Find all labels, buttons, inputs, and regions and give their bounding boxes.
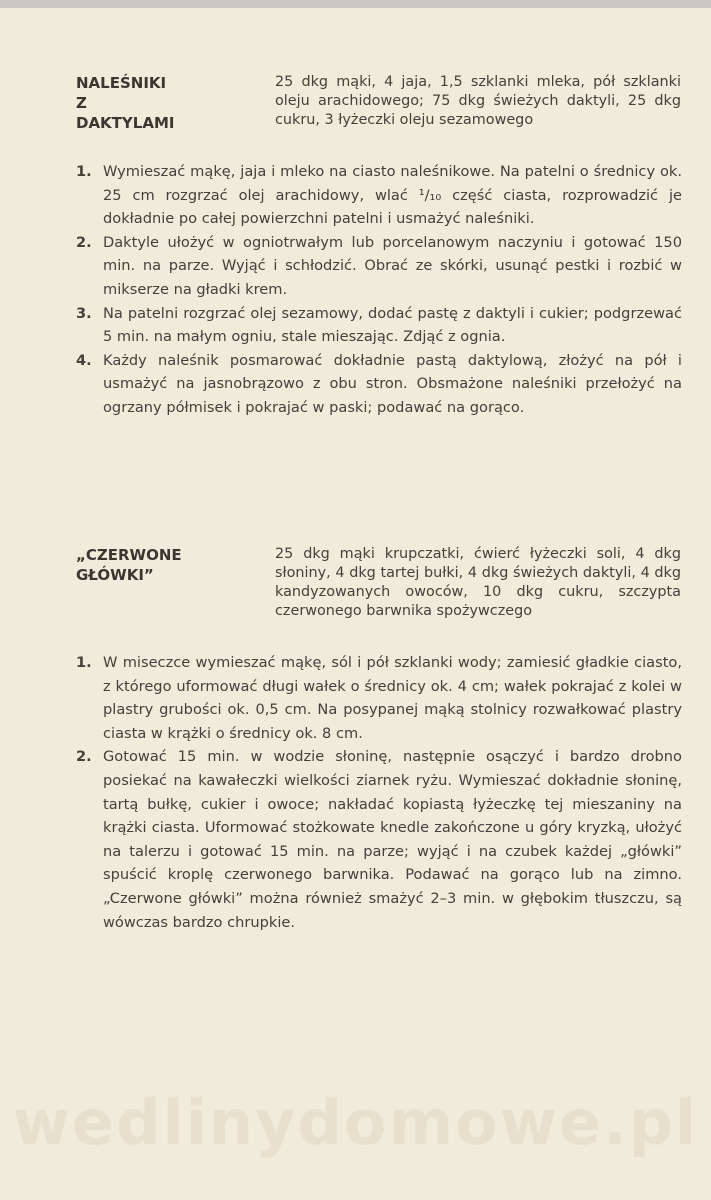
ingredients-list: 25 dkg mąki, 4 jaja, 1,5 szklanki mleka, pół szklanki oleju arachidowego; 75 dkg świeżych daktyli, 25 dkg cukru, 3 łyżeczki oleju sezamowego [275,74,681,128]
step-item [76,745,682,934]
ingredients-list: 25 dkg mąki krupczatki, ćwierć łyżeczki soli, 4 dkg słoniny, 4 dkg tartej bułki, 4 dkg świeżych daktyli, 4 dkg kandyzowanych owoców, 10 dkg cukru, szczypta czerwonego barwnika spożywczego [275,546,681,619]
step-text: Każdy naleśnik posmarować dokładnie pastą daktylową, złożyć na pół i usmażyć na jasnobrązowo z obu stron. Obsmażone naleśniki przełożyć na ogrzany półmisek i pokrajać w paski; podawać na gorąco. [103,351,682,416]
steps-list [76,651,682,934]
step-text: Wymieszać mąkę, jaja i mleko na ciasto naleśnikowe. Na patelni o średnicy ok. 25 cm rozgrzać olej arachidowy, wlać ¹/₁₀ część ciasta, rozprowadzić je dokładnie po całej powierzchni patelni i usmażyć naleśniki. [103,163,682,228]
step-text: Daktyle ułożyć w ogniotrwałym lub porcelanowym naczyniu i gotować 150 min. na parze. Wyjąć i schłodzić. Obrać ze skórki, usunąć pestki i rozbić w mikserze na gładki krem. [103,233,682,298]
step-text: W miseczce wymieszać mąkę, sól i pół szklanki wody; zamiesić gładkie ciasto, z którego uformować długi wałek o średnicy ok. 4 cm; wałek pokrajać z kolei w plastry grubości ok. 0,5 cm. Na posypanej mąką stolnicy rozwałkować plastry ciasta w krążki o średnicy ok. 8 cm. [103,654,682,742]
steps-list [76,160,682,420]
step-item [76,651,682,745]
recipe-title: NALEŚNIKI Z DAKTYLAMI [76,74,175,132]
step-item [76,302,682,349]
step-number: 2. [76,748,92,766]
step-item [76,160,682,231]
watermark: wedlinydomowe.pl [12,1086,699,1159]
step-number: 2. [76,233,92,251]
step-number: 4. [76,351,92,369]
step-text: Gotować 15 min. w wodzie słoninę, następnie osączyć i bardzo drobno posiekać na kawałeczki wielkości ziarnek ryżu. Wymieszać dokładnie słoninę, tartą bułkę, cukier i owoce; nakładać kopiastą łyżeczkę tej mieszaniny na krążki ciasta. Uformować stożkowate knedle zakończone u góry kryzką, ułożyć na talerzu i gotować 15 min. na parze; wyjąć i na czubek każdej „główki” spuścić kroplę czerwonego barwnika. Podawać na gorąco lub na zimno. „Czerwone główki” można również smażyć 2–3 min. w głębokim tłuszczu, są wówczas bardzo chrupkie. [103,748,682,931]
page-top-edge [0,0,711,8]
step-number: 1. [76,654,92,671]
step-item [76,349,682,420]
step-text: Na patelni rozgrzać olej sezamowy, dodać pastę z daktyli i cukier; podgrzewać 5 min. na małym ogniu, stale mieszając. Zdjąć z ognia. [103,304,682,346]
step-number: 1. [76,163,92,180]
step-item [76,231,682,302]
recipe-title: „CZERWONE GŁÓWKI” [76,546,182,584]
step-number: 3. [76,304,92,322]
